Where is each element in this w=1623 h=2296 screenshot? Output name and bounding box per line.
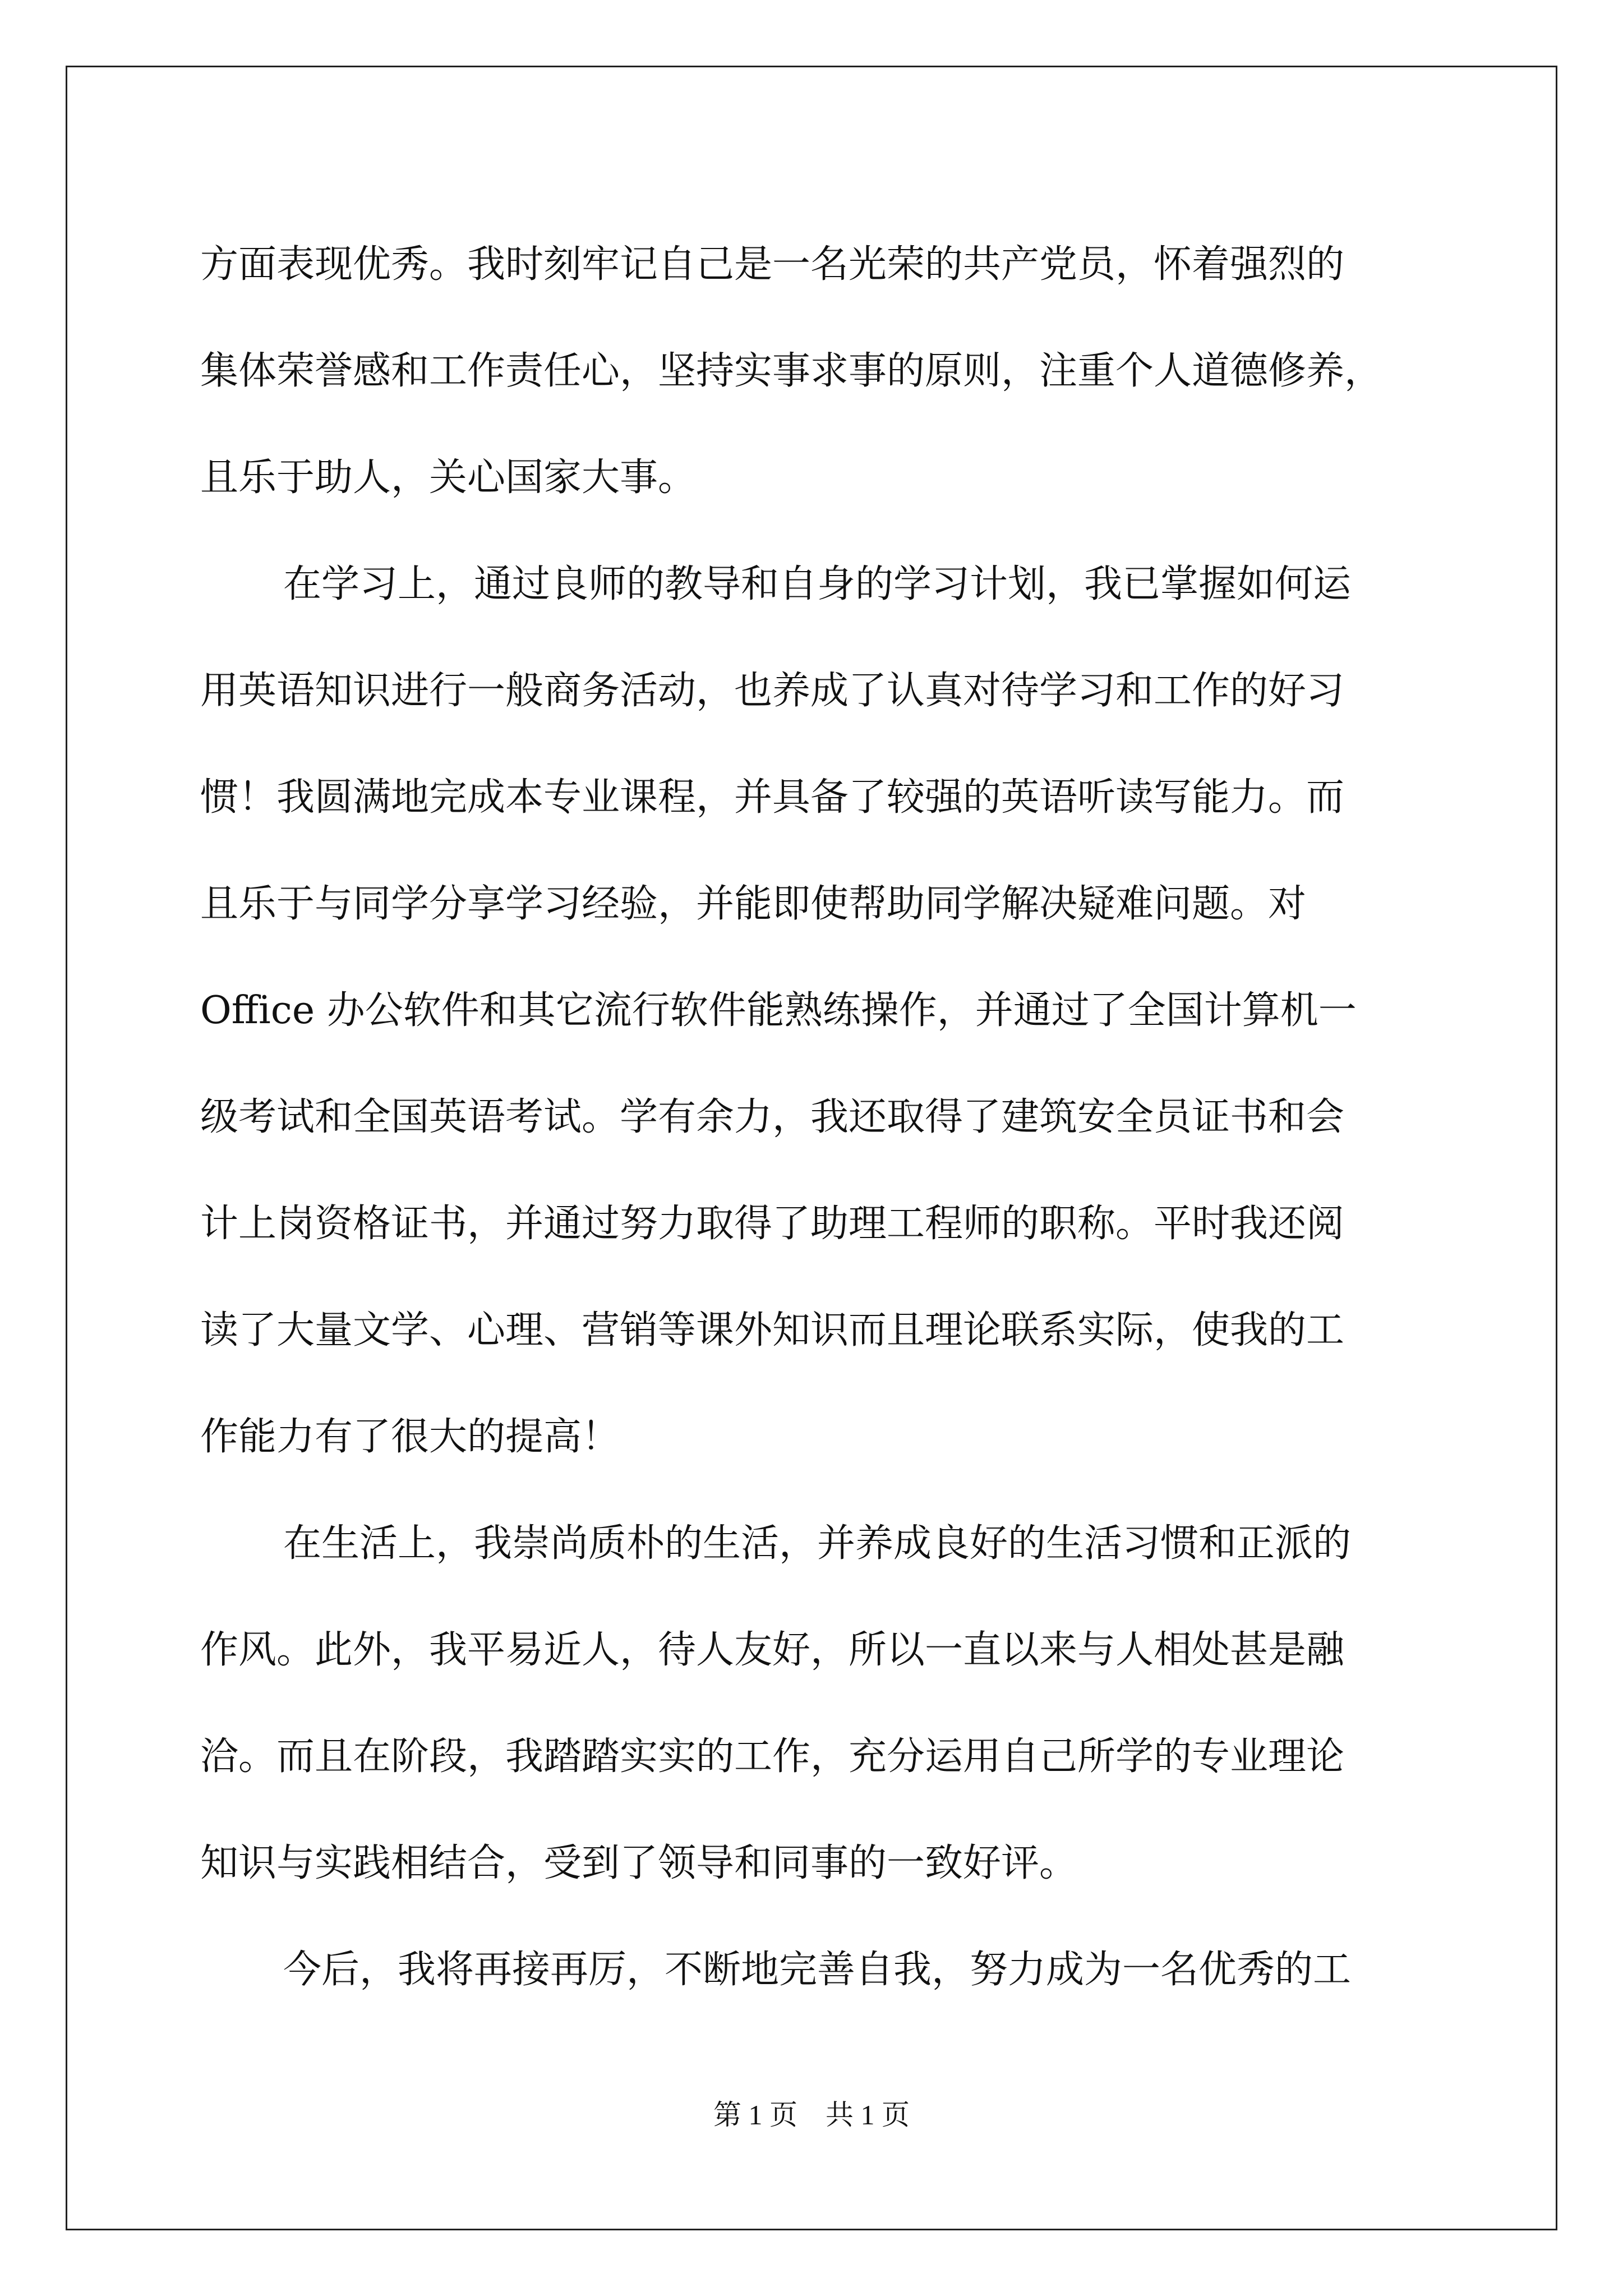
text-line: 集体荣誉感和工作责任心，坚持实事求事的原则，注重个人道德修养， <box>200 349 1383 393</box>
text-line: 且乐于与同学分享学习经验，并能即使帮助同学解决疑难问题。对 <box>200 882 1307 926</box>
text-line: 在生活上，我崇尚质朴的生活，并养成良好的生活习惯和正派的 <box>283 1521 1352 1566</box>
text-line: 洽。而且在阶段，我踏踏实实的工作，充分运用自己所学的专业理论 <box>200 1734 1345 1779</box>
text-line: 且乐于助人，关心国家大事。 <box>200 455 697 500</box>
text-line: 计上岗资格证书，并通过努力取得了助理工程师的职称。平时我还阅 <box>200 1202 1345 1246</box>
text-line: Office 办公软件和其它流行软件能熟练操作，并通过了全国计算机一 <box>200 988 1357 1033</box>
text-line: 在学习上，通过良师的教导和自身的学习计划，我已掌握如何运 <box>283 562 1352 606</box>
document-body <box>200 211 1434 2023</box>
text-line: 作能力有了很大的提高！ <box>200 1415 620 1459</box>
page-number-footer: 第 1 页 共 1 页 <box>713 2099 910 2131</box>
text-line: 作风。此外，我平易近人，待人友好，所以一直以来与人相处甚是融 <box>200 1628 1345 1672</box>
text-line: 读了大量文学、心理、营销等课外知识而且理论联系实际，使我的工 <box>200 1308 1345 1352</box>
text-line: 知识与实践相结合，受到了领导和同事的一致好评。 <box>200 1841 1078 1885</box>
text-line: 用英语知识进行一般商务活动，也养成了认真对待学习和工作的好习 <box>200 669 1345 713</box>
text-line: 级考试和全国英语考试。学有余力，我还取得了建筑安全员证书和会 <box>200 1095 1345 1139</box>
text-line: 今后，我将再接再厉，不断地完善自我，努力成为一名优秀的工 <box>283 1948 1352 1992</box>
text-line: 方面表现优秀。我时刻牢记自己是一名光荣的共产党员，怀着强烈的 <box>200 242 1345 287</box>
text-line: 惯！我圆满地完成本专业课程，并具备了较强的英语听读写能力。而 <box>200 775 1345 820</box>
